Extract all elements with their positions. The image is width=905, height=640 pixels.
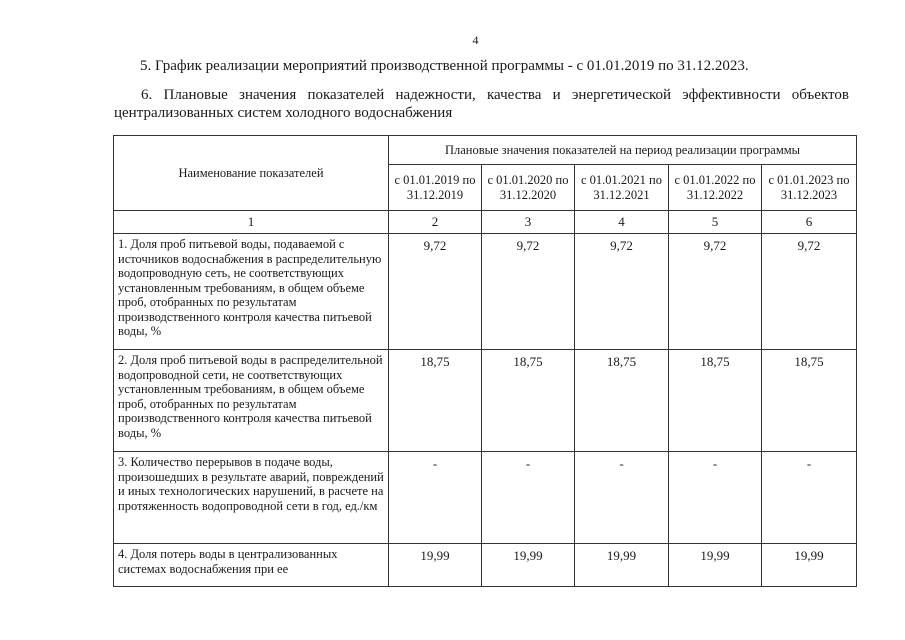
indicator-value: 9,72 [575, 234, 669, 350]
column-number: 5 [669, 211, 762, 234]
indicator-value: 18,75 [389, 350, 482, 452]
indicators-table [113, 135, 857, 587]
header-period-2020: с 01.01.2020 по 31.12.2020 [482, 165, 575, 211]
indicator-value: - [669, 452, 762, 544]
column-number: 1 [114, 211, 389, 234]
header-period-2019: с 01.01.2019 по 31.12.2019 [389, 165, 482, 211]
table-row [114, 350, 857, 452]
indicator-label: 1. Доля проб питьевой воды, подаваемой с источников водоснабжения в распределительную водопроводную сеть, не соответствующих установленным требованиям, в общем объеме проб, отобранных по результатам производственного контроля качества питьевой воды, % [114, 234, 389, 350]
table-header-row [114, 136, 857, 165]
indicator-label: 4. Доля потерь воды в централизованных системах водоснабжения при ее [114, 544, 389, 587]
header-period-2021: с 01.01.2021 по 31.12.2021 [575, 165, 669, 211]
indicator-value: 9,72 [389, 234, 482, 350]
indicator-label: 3. Количество перерывов в подаче воды, произошедших в результате аварий, повреждений и иных технологических нарушений, в расчете на протяженность водопроводной сети в год, ед./км [114, 452, 389, 544]
indicator-value: - [389, 452, 482, 544]
indicator-value: 19,99 [389, 544, 482, 587]
section-5-heading: 5. График реализации мероприятий производственной программы - с 01.01.2019 по 31.12.2023. [140, 58, 749, 74]
indicator-value: - [762, 452, 857, 544]
column-number: 2 [389, 211, 482, 234]
table-row [114, 234, 857, 350]
table-row [114, 452, 857, 544]
column-number: 3 [482, 211, 575, 234]
indicator-value: 18,75 [482, 350, 575, 452]
column-number: 6 [762, 211, 857, 234]
section-6-heading: 6. Плановые значения показателей надежности, качества и энергетической эффективности объектов централизованных систем холодного водоснабжения [114, 87, 849, 121]
indicator-value: 19,99 [575, 544, 669, 587]
column-number: 4 [575, 211, 669, 234]
indicator-label: 2. Доля проб питьевой воды в распределительной водопроводной сети, не соответствующих установленным требованиям, в общем объеме проб, отобранных по результатам производственного контроля качества питьевой воды, % [114, 350, 389, 452]
indicator-value: 19,99 [482, 544, 575, 587]
indicator-value: 9,72 [762, 234, 857, 350]
header-period-2023: с 01.01.2023 по 31.12.2023 [762, 165, 857, 211]
indicator-value: 18,75 [575, 350, 669, 452]
indicator-value: - [575, 452, 669, 544]
header-indicator-name: Наименование показателей [114, 136, 389, 211]
indicator-value: - [482, 452, 575, 544]
table-row [114, 544, 857, 587]
page-number: 4 [472, 33, 479, 47]
indicator-value: 18,75 [762, 350, 857, 452]
indicator-value: 9,72 [669, 234, 762, 350]
header-period-2022: с 01.01.2022 по 31.12.2022 [669, 165, 762, 211]
indicator-value: 19,99 [762, 544, 857, 587]
indicator-value: 18,75 [669, 350, 762, 452]
header-planned-values: Плановые значения показателей на период реализации программы [389, 136, 857, 165]
column-numbers-row [114, 211, 857, 234]
indicator-value: 9,72 [482, 234, 575, 350]
indicator-value: 19,99 [669, 544, 762, 587]
